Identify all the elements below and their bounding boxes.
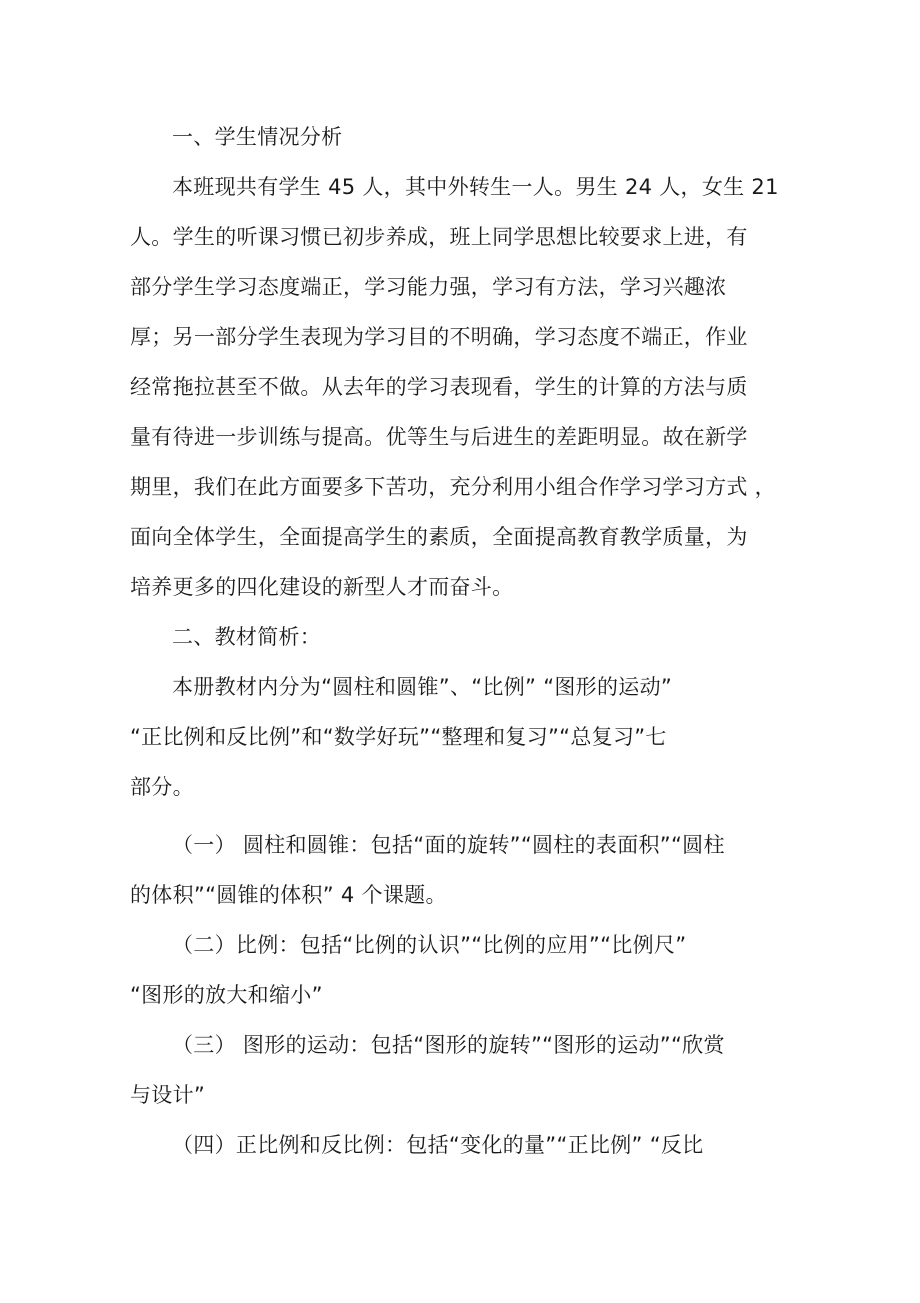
list-item-line: 的体积”“圆锥的体积” 4 个课题。 [130, 883, 447, 907]
paragraph-line: 本册教材内分为“圆柱和圆锥”、“比例” “图形的运动” [172, 675, 673, 699]
heading-student-analysis: 一、学生情况分析 [172, 125, 343, 149]
list-item-line: 与设计” [130, 1083, 206, 1107]
paragraph-line: 人。学生的听课习惯已初步养成，班上同学思想比较要求上进，有 [130, 225, 748, 249]
paragraph-line: 部分学生学习态度端正，学习能力强，学习有方法，学习兴趣浓 [130, 275, 727, 299]
paragraph-line: 期里，我们在此方面要多下苦功，充分利用小组合作学习学习方式 ， [130, 475, 776, 499]
paragraph-line: 厚；另一部分学生表现为学习目的不明确，学习态度不端正，作业 [130, 325, 748, 349]
list-item-line: “图形的放大和缩小” [130, 983, 323, 1007]
paragraph-line: 培养更多的四化建设的新型人才而奋斗。 [130, 575, 514, 599]
paragraph-line: 本班现共有学生 45 人，其中外转生一人。男生 24 人，女生 21 [172, 175, 779, 199]
list-item-line: （三） 图形的运动：包括“图形的旋转”“图形的运动”“欣赏 [172, 1033, 725, 1057]
list-item-line: （二）比例：包括“比例的认识”“比例的应用”“比例尺” [172, 933, 687, 957]
paragraph-line: “正比例和反比例”和“数学好玩”“整理和复习”“总复习”七 [130, 725, 667, 749]
paragraph-line: 经常拖拉甚至不做。从去年的学习表现看，学生的计算的方法与质 [130, 375, 748, 399]
paragraph-line: 量有待进一步训练与提高。优等生与后进生的差距明显。故在新学 [130, 425, 748, 449]
list-item-line: （四）正比例和反比例：包括“变化的量”“正比例” “反比 [172, 1133, 704, 1157]
paragraph-line: 部分。 [130, 775, 194, 799]
paragraph-line: 面向全体学生，全面提高学生的素质，全面提高教育教学质量，为 [130, 525, 748, 549]
list-item-line: （一） 圆柱和圆锥：包括“面的旋转”“圆柱的表面积”“圆柱 [172, 833, 725, 857]
heading-textbook-analysis: 二、教材简析： [172, 625, 322, 649]
